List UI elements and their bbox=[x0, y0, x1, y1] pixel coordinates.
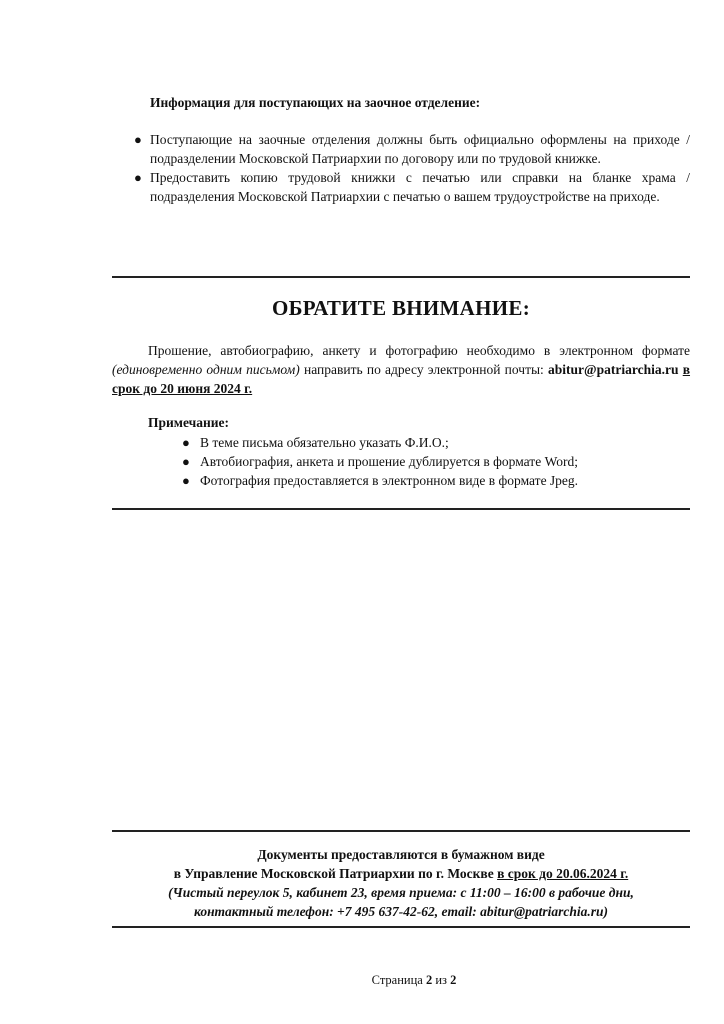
bullet-icon: ● bbox=[134, 170, 142, 185]
attention-paragraph bbox=[112, 341, 690, 398]
requirement-text: Предоставить копию трудовой книжки с печатью или справки на бланке храма / подразделения Московской Патриархии с печатью о вашем трудоустройстве на приходе. bbox=[150, 170, 690, 204]
correspondence-requirements-list bbox=[128, 130, 690, 206]
divider-top bbox=[112, 276, 690, 278]
divider-bottom-lower bbox=[112, 926, 690, 928]
correspondence-heading: Информация для поступающих на заочное отделение: bbox=[150, 95, 481, 110]
paper-submission-contacts: контактный телефон: +7 495 637-42-62, email: abitur@patriarchia.ru) bbox=[193, 904, 608, 919]
paper-submission-address: (Чистый переулок 5, кабинет 23, время приема: с 11:00 – 16:00 в рабочие дни, bbox=[168, 885, 634, 900]
note-text: В теме письма обязательно указать Ф.И.О.; bbox=[200, 435, 449, 450]
attention-title: ОБРАТИТЕ ВНИМАНИЕ: bbox=[271, 296, 530, 320]
attention-text-italic: (единовременно одним письмом) bbox=[112, 362, 300, 377]
bullet-icon: ● bbox=[134, 132, 142, 147]
paper-submission-line1: Документы предоставляются в бумажном виде bbox=[257, 847, 545, 862]
attention-deadline: в срок до 20 июня 2024 г. bbox=[112, 362, 691, 396]
paper-submission-line2 bbox=[112, 864, 690, 883]
page-number: Страница 2 из 2 bbox=[371, 973, 457, 987]
list-item bbox=[180, 433, 680, 452]
divider-middle bbox=[112, 508, 690, 510]
note-text: Автобиография, анкета и прошение дублируется в формате Word; bbox=[200, 454, 578, 469]
paper-submission-office: в Управление Московской Патриархии по г. Москве bbox=[173, 866, 498, 881]
notes-title: Примечание: bbox=[148, 415, 230, 430]
bullet-icon: ● bbox=[182, 454, 190, 469]
list-item bbox=[180, 471, 680, 490]
list-item bbox=[128, 130, 690, 168]
attention-email: abitur@patriarchia.ru bbox=[548, 362, 679, 377]
notes-list bbox=[180, 433, 680, 490]
paper-submission-block bbox=[112, 845, 690, 921]
attention-text-2: направить по адресу электронной почты: bbox=[299, 362, 549, 377]
divider-bottom-upper bbox=[112, 830, 690, 832]
bullet-icon: ● bbox=[182, 473, 190, 488]
paper-submission-deadline: в срок до 20.06.2024 г. bbox=[497, 866, 629, 881]
requirement-text: Поступающие на заочные отделения должны быть официально оформлены на приходе / подразделении Московской Патриархии по договору или по трудовой книжке. bbox=[150, 132, 690, 166]
attention-text-1: Прошение, автобиографию, анкету и фотографию необходимо в электронном формате bbox=[148, 343, 690, 358]
list-item bbox=[128, 168, 690, 206]
list-item bbox=[180, 452, 680, 471]
note-text: Фотография предоставляется в электронном виде в формате Jpeg. bbox=[200, 473, 579, 488]
bullet-icon: ● bbox=[182, 435, 190, 450]
